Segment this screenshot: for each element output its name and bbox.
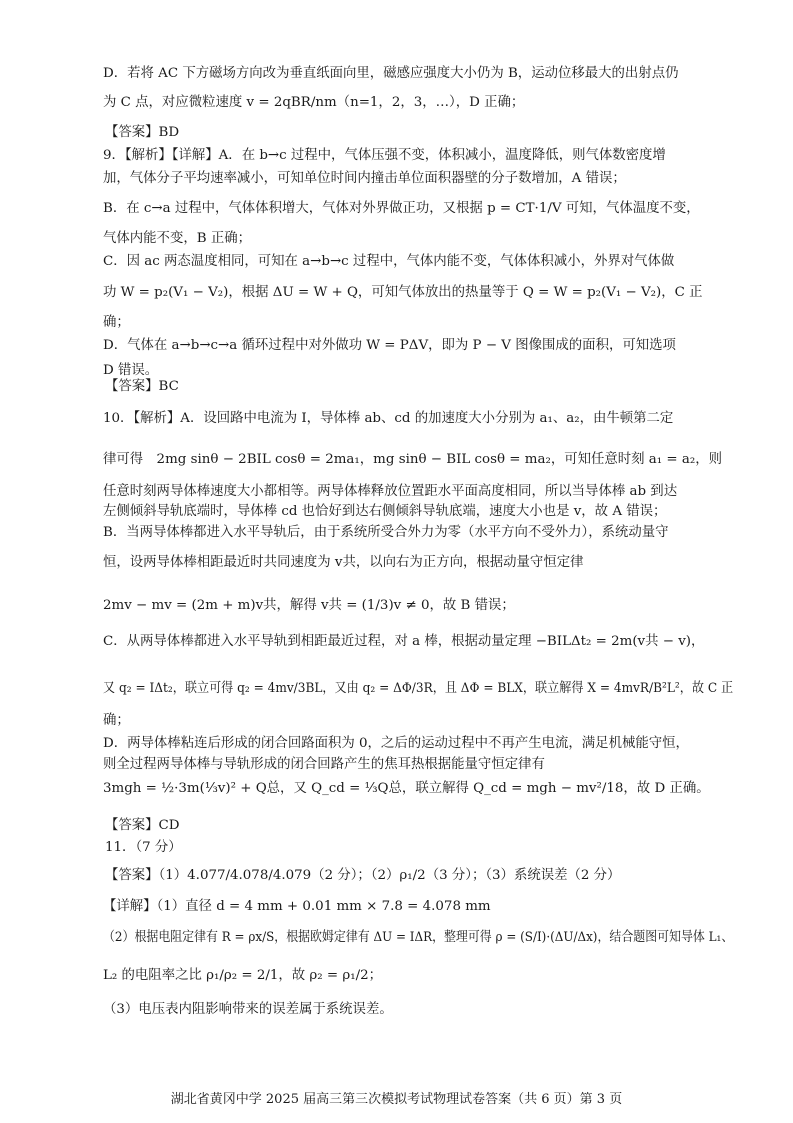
text-line: （3）电压表内阻影响带来的误差属于系统误差。	[103, 1002, 393, 1017]
text-line: （2）根据电阻定律有 R = ρx/S，根据欧姆定律有 ΔU = IΔR，整理可得 ρ = (S/I)·(ΔU/Δx)，结合题图可知导体 L₁、	[103, 930, 734, 945]
text-line: 确；	[103, 315, 130, 330]
text-line: D 错误。	[103, 363, 159, 378]
text-line: 【答案】（1）4.077/4.078/4.079（2 分）；（2）ρ₁/2（3 分）；（3）系统误差（2 分）	[105, 868, 621, 883]
text-line: 【详解】（1）直径 d = 4 mm + 0.01 mm × 7.8 = 4.078 mm	[103, 899, 491, 914]
text-line: 律可得 2mg sinθ − 2BIL cosθ = 2ma₁，mg sinθ − BIL cosθ = ma₂，可知任意时刻 a₁ = a₂，则	[103, 452, 723, 467]
text-line: 10．【解析】A．设回路中电流为 I，导体棒 ab、cd 的加速度大小分别为 a₁、a₂，由牛顿第二定	[103, 411, 674, 426]
text-line: 11．（7 分）	[105, 840, 182, 855]
text-line: 加，气体分子平均速率减小，可知单位时间内撞击单位面积器壁的分子数增加，A 错误；	[103, 171, 626, 186]
text-line: 气体内能不变，B 正确；	[103, 231, 252, 246]
text-line: C．从两导体棒都进入水平导轨到相距最近过程，对 a 棒，根据动量定理 −BILΔt₂ = 2m(v共 − v)，	[103, 634, 705, 649]
text-line: D．气体在 a→b→c→a 循环过程中对外做功 W = PΔV，即为 P − V 图像围成的面积，可知选项	[103, 338, 676, 353]
text-line: B．在 c→a 过程中，气体体积增大，气体对外界做正功，又根据 p = CT·1/V 可知，气体温度不变，	[103, 201, 700, 216]
text-line: 为 C 点，对应微粒速度 v = 2qBR/nm（n=1，2，3，…），D 正确；	[103, 95, 525, 110]
text-line: B．当两导体棒都进入水平导轨后，由于系统所受合外力为零（水平方向不受外力），系统动量守	[103, 525, 669, 540]
text-line: 3mgh = ½·3m(⅓v)² + Q总，又 Q_cd = ⅓Q总，联立解得 Q_cd = mgh − mv²/18，故 D 正确。	[103, 781, 710, 796]
text-line: 功 W = p₂(V₁ − V₂)，根据 ΔU = W + Q，可知气体放出的热量等于 Q = W = p₂(V₁ − V₂)，C 正	[103, 285, 703, 300]
text-line: L₂ 的电阻率之比 ρ₁/ρ₂ = 2/1，故 ρ₂ = ρ₁/2；	[103, 968, 383, 983]
text-line: 确；	[103, 713, 130, 728]
text-line: 【答案】CD	[105, 818, 180, 833]
text-line: D．若将 AC 下方磁场方向改为垂直纸面向里，磁感应强度大小仍为 B，运动位移最大的出射点仍	[103, 66, 679, 81]
text-line: 左侧倾斜导轨底端时，导体棒 cd 也恰好到达右侧倾斜导轨底端，速度大小也是 v，故 A 错误；	[103, 504, 667, 519]
text-line: 则全过程两导体棒与导轨形成的闭合回路产生的焦耳热根据能量守恒定律有	[103, 757, 545, 772]
text-line: 【答案】BC	[105, 379, 179, 394]
text-line: 任意时刻两导体棒速度大小都相等。两导体棒释放位置距水平面高度相同，所以当导体棒 ab 到达	[103, 484, 678, 499]
text-line: 9．【解析】【详解】A．在 b→c 过程中，气体压强不变，体积减小，温度降低，则气体数密度增	[103, 148, 666, 163]
text-line: 【答案】BD	[105, 125, 180, 140]
text-line: 又 q₂ = IΔt₂，联立可得 q₂ = 4mv/3BL，又由 q₂ = ΔΦ/3R，且 ΔΦ = BLX，联立解得 X = 4mvR/B²L²，故 C 正	[103, 681, 734, 696]
text-line: 2mv − mv = (2m + m)v共，解得 v共 = (1/3)v ≠ 0，故 B 错误；	[103, 598, 515, 613]
text-line: C．因 ac 两态温度相同，可知在 a→b→c 过程中，气体内能不变，气体体积减小，外界对气体做	[103, 254, 675, 269]
text-line: D．两导体棒粘连后形成的闭合回路面积为 0，之后的运动过程中不再产生电流，满足机械能守恒，	[103, 736, 689, 751]
page-footer: 湖北省黄冈中学 2025 届高三第三次模拟考试物理试卷答案（共 6 页）第 3 页	[170, 1092, 623, 1107]
text-line: 恒，设两导体棒相距最近时共同速度为 v共，以向右为正方向，根据动量守恒定律	[103, 555, 584, 570]
